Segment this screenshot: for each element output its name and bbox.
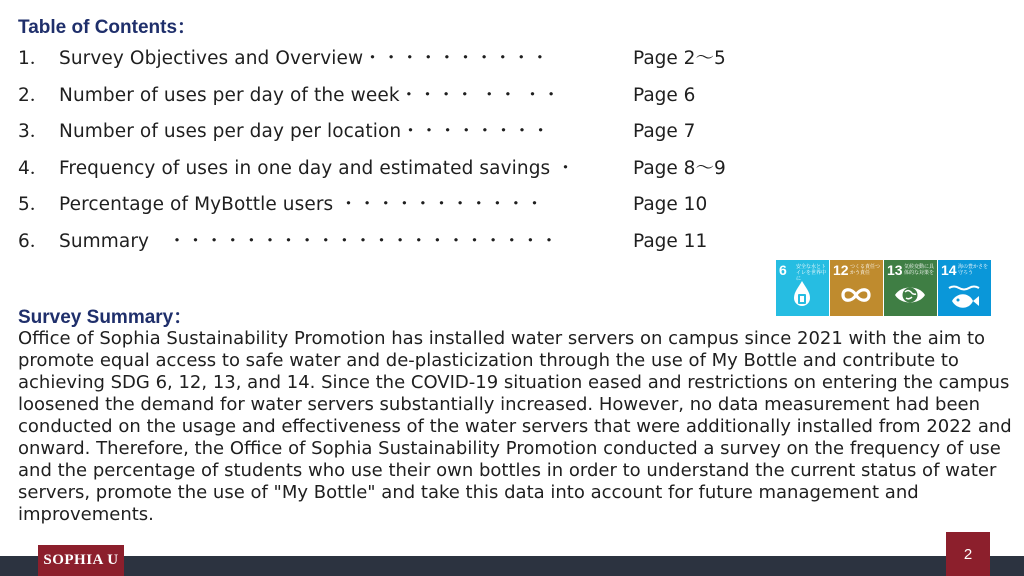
sdg-title: つくる責任つかう責任 [850, 264, 881, 276]
sdg-number: 14 [941, 262, 957, 278]
sdg-13-tile [884, 260, 937, 316]
sdg-number: 13 [887, 262, 903, 278]
toc-item [18, 117, 758, 154]
sdg-title: 海の豊かさを守ろう [958, 264, 989, 276]
sdg-title: 安全な水とトイレを世界中に [796, 264, 827, 282]
toc-item [18, 44, 758, 81]
sdg-14-tile [938, 260, 991, 316]
page-number: 2 [946, 532, 990, 576]
sdg-number: 12 [833, 262, 849, 278]
water-drop-icon [785, 278, 819, 312]
toc-item-page: Page 8～9 [633, 157, 726, 179]
toc-item-title: Number of uses per day of the week・・・・ ・・ ・・ [59, 84, 561, 106]
toc-item-page: Page 2～5 [633, 48, 726, 69]
sdg-number: 6 [779, 262, 787, 278]
toc-item-title: Percentage of MyBottle users ・・・・・・・・・・・ [59, 194, 544, 215]
sdg-6-tile [776, 260, 829, 316]
toc-item-page: Page 6 [633, 84, 696, 106]
eye-globe-icon [893, 278, 927, 312]
toc-item [18, 227, 758, 264]
toc-item [18, 190, 758, 227]
toc-item-page: Page 11 [633, 230, 708, 252]
toc-item-title: Summary ・・・・・・・・・・・・・・・・・・・・・ [59, 230, 559, 252]
toc-item-number: 4． [18, 157, 49, 179]
toc-item-number: 3． [18, 121, 49, 142]
sophia-logo: SOPHIA U [38, 545, 124, 576]
toc-item-title: Frequency of uses in one day and estimated savings ・ [59, 157, 575, 179]
sdg-title: 気候変動に具体的な対策を [904, 264, 935, 276]
toc-item-number: 1． [18, 48, 49, 69]
toc-item-page: Page 10 [633, 194, 708, 215]
sdg-12-tile [830, 260, 883, 316]
toc-item-number: 2． [18, 84, 49, 106]
summary-heading: Survey Summary： [18, 307, 193, 328]
toc-item [18, 81, 758, 118]
sdg-icons [776, 260, 991, 316]
infinity-icon [839, 278, 873, 312]
toc-heading: Table of Contents： [18, 17, 197, 38]
toc-item-title: Survey Objectives and Overview・・・・・・・・・・ [59, 48, 550, 69]
toc-item-page: Page 7 [633, 121, 696, 142]
toc-item-number: 6． [18, 230, 49, 252]
summary-body: Office of Sophia Sustainability Promotion has installed water servers on campus since 2021 with the aim to promote equal access to safe water and de-plasticization through the use of My Bottle and contribute to achieving SDG 6, 12, 13, and 14. Since the COVID-19 situation eased and restrictions on entering the campus loosened the demand for water servers substantially increased. However, no data measurement had been conducted on the usage and effectiveness of the water servers that were additionally installed from 2022 and onward. Therefore, the Office of Sophia Sustainability Promotion conducted a survey on the frequency of use and the percentage of students who use their own bottles in order to understand the current status of water servers, promote the use of "My Bottle" and take this data into account for future management and improvements. [18, 328, 1012, 525]
toc-list [18, 44, 758, 263]
toc-item-title: Number of uses per day per location・・・・・・・・ [59, 121, 551, 142]
footer-bar [0, 556, 1024, 576]
fish-icon [947, 278, 981, 312]
toc-item-number: 5． [18, 194, 49, 215]
toc-item [18, 154, 758, 191]
